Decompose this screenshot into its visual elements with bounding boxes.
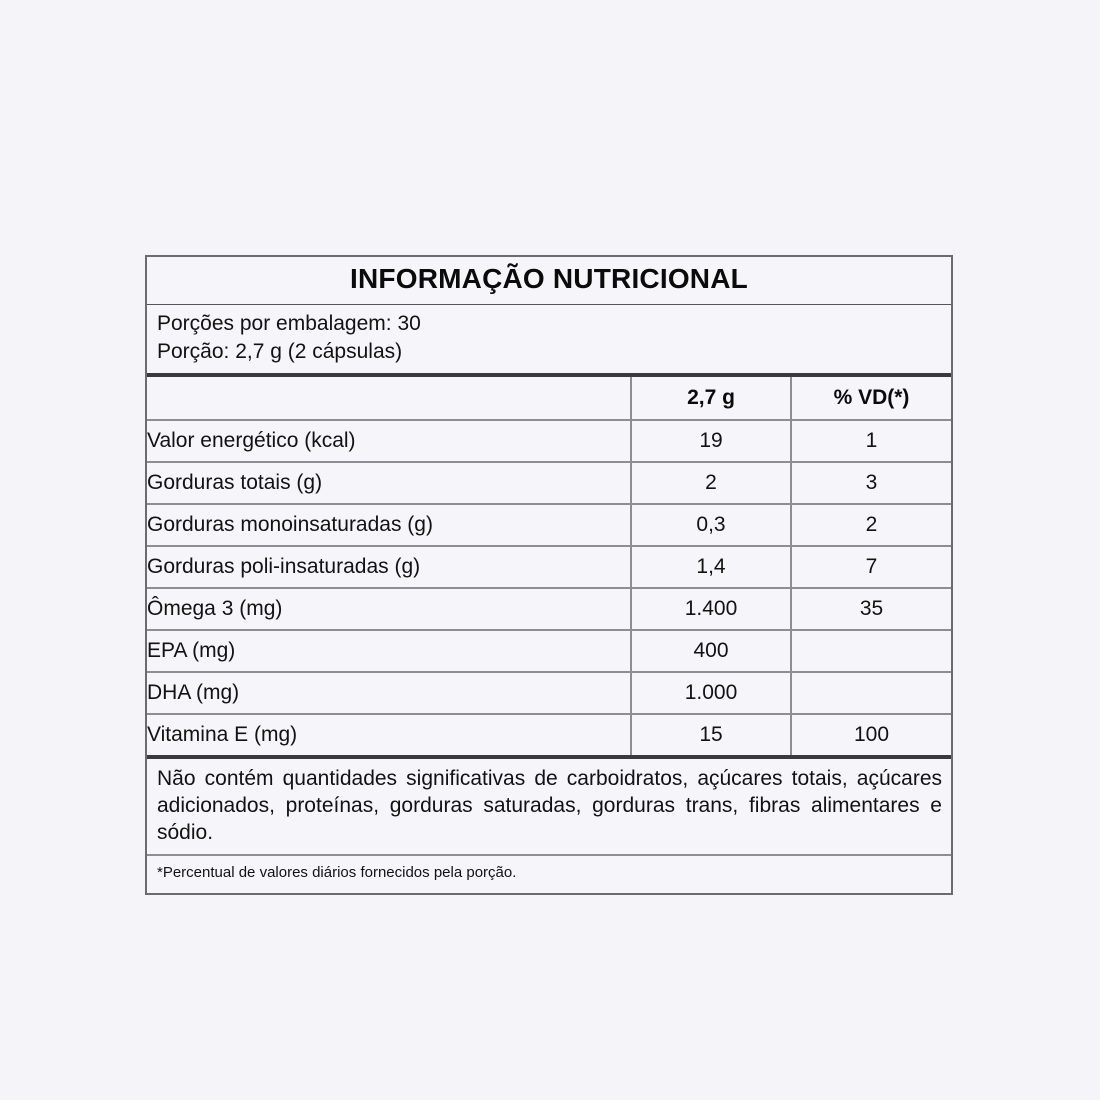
nutrient-name: DHA (mg) [147,672,631,714]
footnote-row [147,856,951,893]
nutrient-daily-value: 7 [791,546,951,588]
nutrient-daily-value: 1 [791,420,951,462]
disclaimer-text: Não contém quantidades significativas de carboidratos, açúcares totais, açúcares adicionados, proteínas, gorduras saturadas, gorduras trans, fibras alimentares e sódio. [157,767,942,844]
table-row [147,630,951,672]
nutrient-name: Ômega 3 (mg) [147,588,631,630]
portion-size: Porção: 2,7 g (2 cápsulas) [157,340,403,363]
nutrient-name: EPA (mg) [147,630,631,672]
nutrient-quantity: 0,3 [631,504,791,546]
column-header-nutrient [147,377,631,420]
nutrient-quantity: 1,4 [631,546,791,588]
table-row [147,714,951,757]
table-row [147,546,951,588]
table-row [147,588,951,630]
table-row [147,462,951,504]
grid-header-row [147,377,951,420]
nutrient-rows [147,420,951,757]
nutrient-name: Valor energético (kcal) [147,420,631,462]
nutrient-quantity: 1.400 [631,588,791,630]
page-title: INFORMAÇÃO NUTRICIONAL [350,263,748,294]
portions-per-package: Porções por embalagem: 30 [157,312,421,335]
column-header-quantity: 2,7 g [631,377,791,420]
table-row [147,420,951,462]
nutrient-name: Gorduras totais (g) [147,462,631,504]
footnote-text: *Percentual de valores diários fornecidos pela porção. [157,864,517,881]
nutrient-quantity: 400 [631,630,791,672]
table-title-row [147,257,951,305]
nutrient-name: Gorduras poli-insaturadas (g) [147,546,631,588]
nutrient-grid [147,377,951,759]
nutrient-quantity: 15 [631,714,791,757]
nutrient-daily-value [791,672,951,714]
nutrient-daily-value [791,630,951,672]
nutrient-quantity: 19 [631,420,791,462]
table-row [147,504,951,546]
nutrient-daily-value: 100 [791,714,951,757]
nutrient-quantity: 2 [631,462,791,504]
disclaimer-row [147,759,951,856]
nutrient-name: Gorduras monoinsaturadas (g) [147,504,631,546]
nutrient-quantity: 1.000 [631,672,791,714]
serving-info-row [147,305,951,377]
nutrient-name: Vitamina E (mg) [147,714,631,757]
nutrition-facts-table [145,255,953,895]
nutrient-daily-value: 2 [791,504,951,546]
nutrient-daily-value: 35 [791,588,951,630]
column-header-daily-value: % VD(*) [791,377,951,420]
nutrient-daily-value: 3 [791,462,951,504]
table-row [147,672,951,714]
